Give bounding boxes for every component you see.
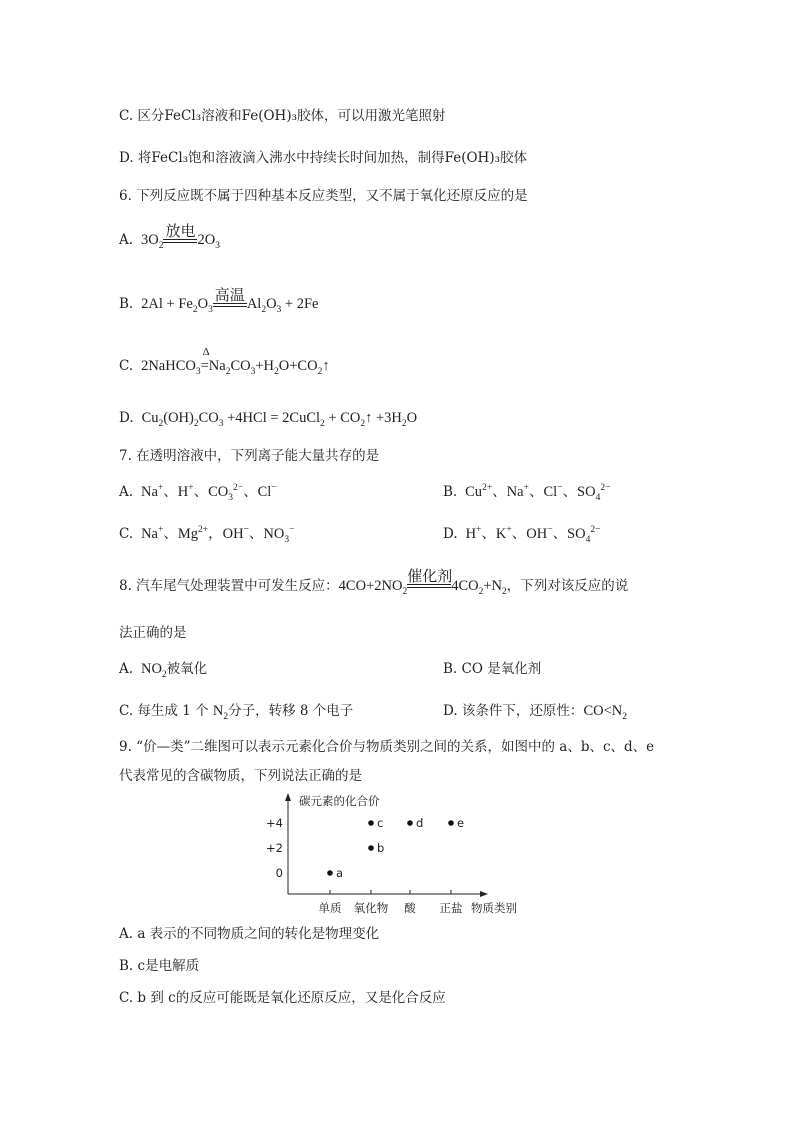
- point-c: [368, 820, 374, 826]
- option-text: D. 该条件下，还原性：: [443, 703, 584, 719]
- option-text: C. 每生成 1 个: [119, 703, 213, 719]
- q8-stem: 8. 汽车尾气处理装置中可发生反应：$4CO+2NO_2$ 催化剂 $4CO_2+N_2$，下列对该反应的说: [119, 566, 629, 597]
- q8-option-d: D. 该条件下，还原性：$CO<N_2$: [443, 703, 627, 722]
- q6-option-a: A. $3O_2$ 放电 $2O_3$: [119, 221, 220, 251]
- option-label: D.: [443, 526, 458, 542]
- x-axis-arrow: [480, 891, 488, 897]
- reaction-condition: 催化剂: [407, 566, 453, 585]
- option-label: A.: [119, 232, 134, 248]
- y-axis-arrow: [285, 793, 291, 801]
- y-axis-title: 碳元素的化合价: [299, 794, 380, 808]
- q7-option-c: C. Na+、$Mg^{2+}$，OH−、$NO_3^-$: [119, 525, 295, 545]
- point-b: [368, 845, 374, 851]
- heat-symbol: Δ: [202, 346, 210, 358]
- x-axis-title: 物质类别: [471, 901, 517, 915]
- reaction-condition: 高温: [214, 285, 245, 304]
- point-label-e: e: [457, 816, 465, 830]
- point-d: [407, 820, 413, 826]
- y-tick-label: +4: [266, 816, 283, 830]
- q7-option-b: B. $Cu^{2+}$、Na+、Cl−、$SO_4^{2-}$: [443, 483, 611, 503]
- q6-stem: 6. 下列反应既不属于四种基本反应类型，又不属于氧化还原反应的是: [119, 188, 528, 204]
- valence-class-chart: [265, 790, 535, 918]
- option-label: B.: [119, 296, 134, 312]
- q6-option-d: D. $Cu_2(OH)_2CO_3 +4HCl$ = 2CuCl$_2$ + $CO_2↑ +3H_2O$: [119, 410, 418, 429]
- q5-option-c: C. 区分FeCl₃溶液和Fe(OH)₃胶体，可以用激光笔照射: [119, 108, 446, 124]
- x-tick-label: 氧化物: [353, 901, 389, 915]
- x-tick-label: 单质: [318, 901, 342, 915]
- q8-option-a: A. $NO_2$被氧化: [119, 661, 208, 680]
- x-tick-label: 酸: [404, 901, 416, 915]
- option-label: A.: [119, 661, 134, 677]
- y-tick-label: +2: [266, 841, 283, 855]
- option-label: C.: [119, 358, 134, 374]
- q8-stem-continued: 法正确的是: [119, 625, 187, 641]
- option-text: 分子，转移 8 个电子: [228, 703, 354, 719]
- point-label-a: a: [336, 866, 344, 880]
- q9-stem-line1: 9. “价—类”二维图可以表示元素化合价与物质类别之间的关系，如图中的 a、b、c、d、e: [119, 739, 655, 755]
- q5-option-d: D. 将FeCl₃饱和溶液滴入沸水中持续长时间加热，制得Fe(OH)₃胶体: [119, 150, 528, 166]
- option-label: C.: [119, 526, 134, 542]
- option-label: B.: [443, 484, 458, 500]
- reaction-condition: 放电: [165, 221, 196, 240]
- q9-option-a: A. a 表示的不同物质之间的转化是物理变化: [119, 926, 380, 942]
- q7-option-a: A. Na+、H+、$CO_3^{2-}$、Cl−: [119, 483, 277, 503]
- point-a: [327, 870, 333, 876]
- q6-option-b: B. $2Al + Fe_2O_3$ 高温 $Al_2O_3 + 2Fe$: [119, 285, 319, 315]
- point-label-b: b: [377, 841, 385, 855]
- q7-option-d: D. H+、K+、OH−、$SO_4^{2-}$: [443, 525, 601, 545]
- q9-stem-line2: 代表常见的含碳物质，下列说法正确的是: [119, 768, 362, 784]
- option-label: D.: [119, 410, 134, 426]
- q6-option-c: C. 2NaHCO$_3$ Δ $=Na_2CO_3+H_2O+CO_2↑$: [119, 356, 330, 376]
- point-label-c: c: [377, 816, 384, 830]
- q9-option-c: C. b 到 c的反应可能既是氧化还原反应，又是化合反应: [119, 990, 446, 1006]
- q8-stem-end: ，下列对该反应的说: [506, 578, 629, 594]
- x-tick-label: 正盐: [439, 901, 463, 915]
- q7-stem: 7. 在透明溶液中，下列离子能大量共存的是: [119, 448, 380, 464]
- q8-option-b: B. CO 是氧化剂: [443, 661, 542, 677]
- q8-option-c: C. 每生成 1 个 $N_2$分子，转移 8 个电子: [119, 703, 354, 722]
- q8-stem-start: 8. 汽车尾气处理装置中可发生反应：: [119, 578, 339, 594]
- option-label: A.: [119, 484, 134, 500]
- option-text: 被氧化: [166, 661, 208, 677]
- y-tick-label: 0: [275, 866, 283, 880]
- point-label-d: d: [416, 816, 424, 830]
- q9-option-b: B. c是电解质: [119, 958, 200, 974]
- point-e: [448, 820, 454, 826]
